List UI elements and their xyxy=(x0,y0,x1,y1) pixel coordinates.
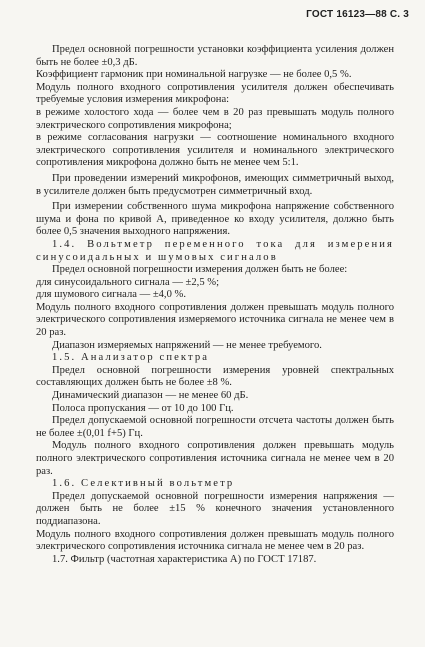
paragraph-dynamic-range: Динамический диапазон — не менее 60 дБ. xyxy=(52,390,249,402)
paragraph-voltmeter-impedance: Модуль полного входного сопротивления должен превышать модуль полного электрического сопротивления измеряемого источника сигнала не менее чем в 20 раз. xyxy=(36,301,394,339)
section-heading-1-5: 1.5. Анализатор спектра xyxy=(52,352,210,364)
paragraph-selective-error: Предел допускаемой основной погрешности измерения напряжения — должен быть не более ±15 % конечного значения установленного поддиапазона. xyxy=(36,490,394,527)
paragraph-gain-error: Предел основной погрешности установки коэффициента усиления должен быть не более ±0,3 дБ. xyxy=(36,44,394,68)
paragraph-matching-mode: в режиме согласования нагрузки — соотношение номинального входного электрического сопротивления усилителя и номинального электрического сопротивления микрофона должно быть не менее чем 5:1. xyxy=(36,132,394,169)
paragraph-voltmeter-error: Предел основной погрешности измерения должен быть не более: xyxy=(52,264,348,276)
document-body xyxy=(36,44,394,566)
paragraph-harmonic-coefficient: Коэффициент гармоник при номинальной нагрузке — не более 0,5 %. xyxy=(36,69,352,81)
paragraph-amp-input-impedance: Модуль полного входного сопротивления усилителя должен обеспечивать требуемые условия измерения микрофона: xyxy=(36,81,394,106)
paragraph-idle-mode: в режиме холостого хода — более чем в 20 раз превышать модуль полного электрического сопротивления микрофона; xyxy=(36,106,394,131)
paragraph-frequency-error: Предел допускаемой основной погрешности отсчета частоты должен быть не более ±(0,01 f+5) Гц. xyxy=(36,415,394,439)
paragraph-sine-signal: для синусоидального сигнала — ±2,5 %; xyxy=(36,276,220,288)
section-heading-1-6: 1.6. Селективный вольтметр xyxy=(52,478,235,490)
paragraph-analyzer-impedance: Модуль полного входного сопротивления должен превышать модуль полного электрического сопротивления источника сигнала не менее чем в 20 раз. xyxy=(36,440,394,477)
paragraph-symmetric-input: При проведении измерений микрофонов, имеющих симметричный выход, в усилителе должен быть предусмотрен симметричный вход. xyxy=(36,172,394,197)
paragraph-voltage-range: Диапазон измеряемых напряжений — не менее требуемого. xyxy=(52,339,322,351)
paragraph-self-noise: При измерении собственного шума микрофона напряжение собственного шума и фона по кривой А, приведенное ко входу усилителя, должно быть более 0,5 значения выходного напряжения. xyxy=(36,201,394,238)
section-heading-1-7: 1.7. Фильтр (частотная характеристика А) по ГОСТ 17187. xyxy=(52,553,317,565)
paragraph-noise-signal: для шумового сигнала — ±4,0 %. xyxy=(36,289,187,301)
paragraph-spectrum-error: Предел основной погрешности измерения уровней спектральных составляющих должен быть не более ±8 %. xyxy=(36,364,394,389)
paragraph-bandwidth: Полоса пропускания — от 10 до 100 Гц. xyxy=(52,402,234,414)
paragraph-selective-impedance: Модуль полного входного сопротивления должен превышать модуль полного электрического сопротивления источника сигнала не менее чем в 20 раз. xyxy=(36,528,394,553)
running-head: ГОСТ 16123—88 С. 3 xyxy=(306,9,409,20)
section-heading-1-4: 1.4. Вольтметр переменного тока для измерения синусоидальных и шумовых сигналов xyxy=(36,238,394,263)
